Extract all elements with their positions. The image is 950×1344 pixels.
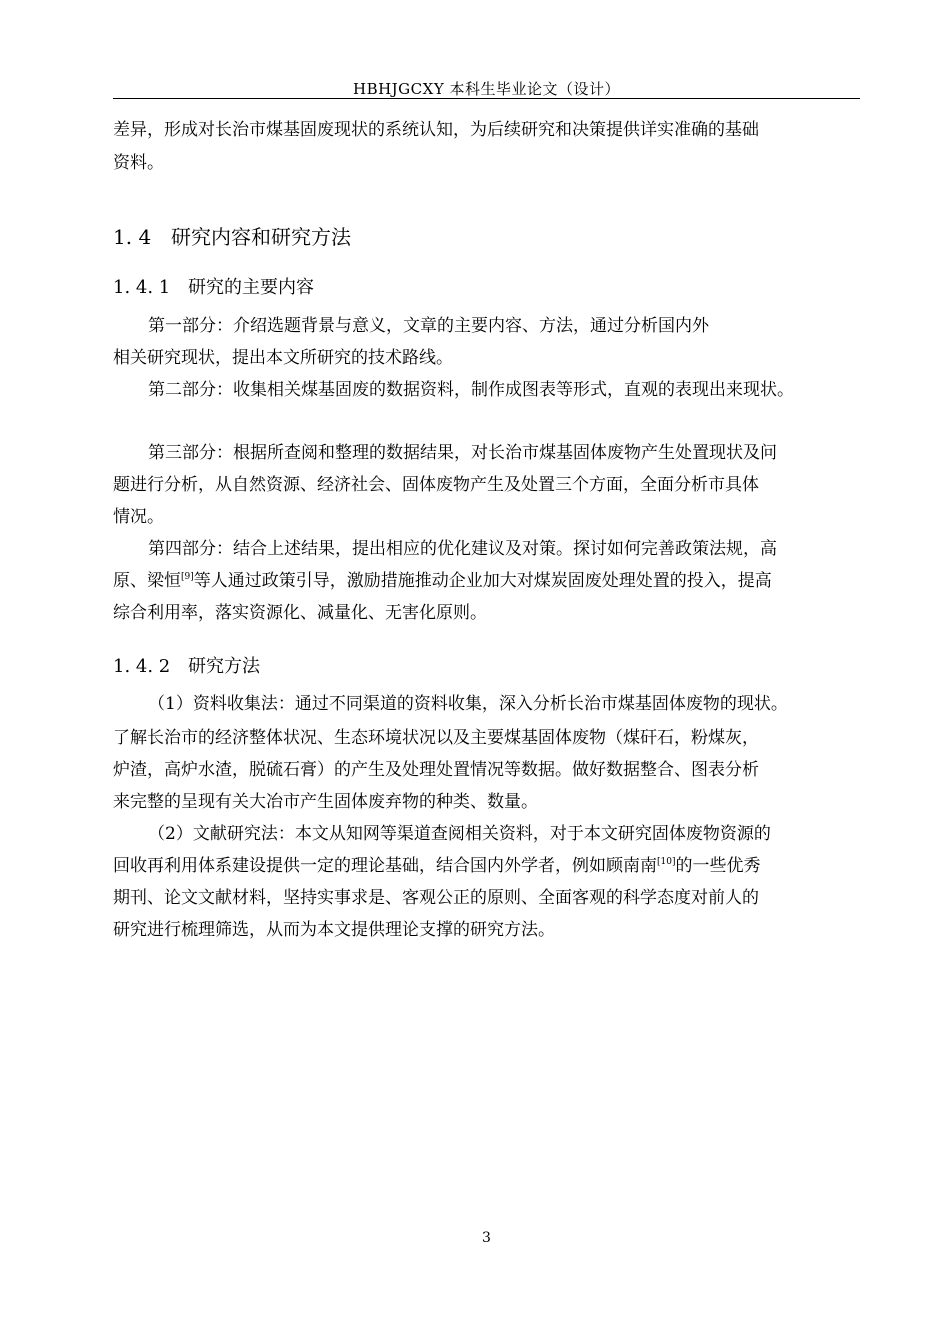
- part4-text-b: 等人通过政策引导，激励措施推动企业加大对煤炭固废处理处置的投入，提高: [193, 571, 772, 591]
- continuation-line-2: 资料。: [113, 153, 164, 173]
- method1-line-2: 了解长治市的经济整体状况、生态环境状况以及主要煤基固体废物（煤矸石，粉煤灰，: [113, 728, 759, 748]
- section-1-4-2-heading: [113, 652, 260, 678]
- method2-text-a: 回收再利用体系建设提供一定的理论基础，结合国内外学者，例如顾南南: [113, 856, 657, 876]
- method2-line-3: 期刊、论文文献材料，坚持实事求是、客观公正的原则、全面客观的科学态度对前人的: [113, 888, 759, 908]
- part3-line-2: 题进行分析，从自然资源、经济社会、固体废物产生及处置三个方面，全面分析市具体: [113, 475, 759, 495]
- header-rule: [113, 98, 860, 99]
- section-1-4-1-heading: [113, 273, 314, 299]
- method1-line-4: 来完整的呈现有关大冶市产生固体废弃物的种类、数量。: [113, 792, 538, 812]
- section-title: 研究内容和研究方法: [171, 225, 351, 249]
- method2-line-4: 研究进行梳理筛选，从而为本文提供理论支撑的研究方法。: [113, 920, 555, 940]
- part3-line-3: 情况。: [113, 507, 164, 527]
- citation-10: [10]: [657, 857, 676, 867]
- section-1-4-heading: [113, 221, 351, 250]
- part2-line-1: 第二部分：收集相关煤基固废的数据资料，制作成图表等形式，直观的表现出来现状。: [148, 380, 794, 400]
- section-number: 1. 4: [113, 225, 152, 249]
- part4-line-3: 综合利用率，落实资源化、减量化、无害化原则。: [113, 603, 487, 623]
- part4-line-1: 第四部分：结合上述结果，提出相应的优化建议及对策。探讨如何完善政策法规，高: [148, 539, 777, 559]
- section-number: 1. 4. 1: [113, 277, 171, 298]
- method2-line-1: （2）文献研究法：本文从知网等渠道查阅相关资料，对于本文研究固体废物资源的: [148, 824, 771, 844]
- part1-line-2: 相关研究现状，提出本文所研究的技术路线。: [113, 348, 453, 368]
- continuation-line-1: 差异，形成对长治市煤基固废现状的系统认知，为后续研究和决策提供详实准确的基础: [113, 120, 759, 140]
- method2-text-b: 的一些优秀: [675, 856, 761, 876]
- part1-line-1: 第一部分：介绍选题背景与意义，文章的主要内容、方法，通过分析国内外: [148, 316, 709, 336]
- citation-9: [9]: [181, 572, 194, 582]
- section-title: 研究的主要内容: [188, 277, 314, 298]
- method1-line-3: 炉渣，高炉水渣，脱硫石膏）的产生及处理处置情况等数据。做好数据整合、图表分析: [113, 760, 759, 780]
- method2-line-2: [113, 856, 760, 876]
- running-header: HBHJGCXY 本科生毕业论文（设计）: [352, 80, 620, 98]
- part4-line-2: [113, 571, 772, 591]
- part3-line-1: 第三部分：根据所查阅和整理的数据结果，对长治市煤基固体废物产生处置现状及问: [148, 443, 777, 463]
- section-title: 研究方法: [188, 656, 260, 677]
- method1-line-1: （1）资料收集法：通过不同渠道的资料收集，深入分析长治市煤基固体废物的现状。: [148, 694, 788, 714]
- part4-text-a: 原、梁恒: [113, 571, 181, 591]
- section-number: 1. 4. 2: [113, 656, 171, 677]
- page-number: 3: [482, 1230, 491, 1246]
